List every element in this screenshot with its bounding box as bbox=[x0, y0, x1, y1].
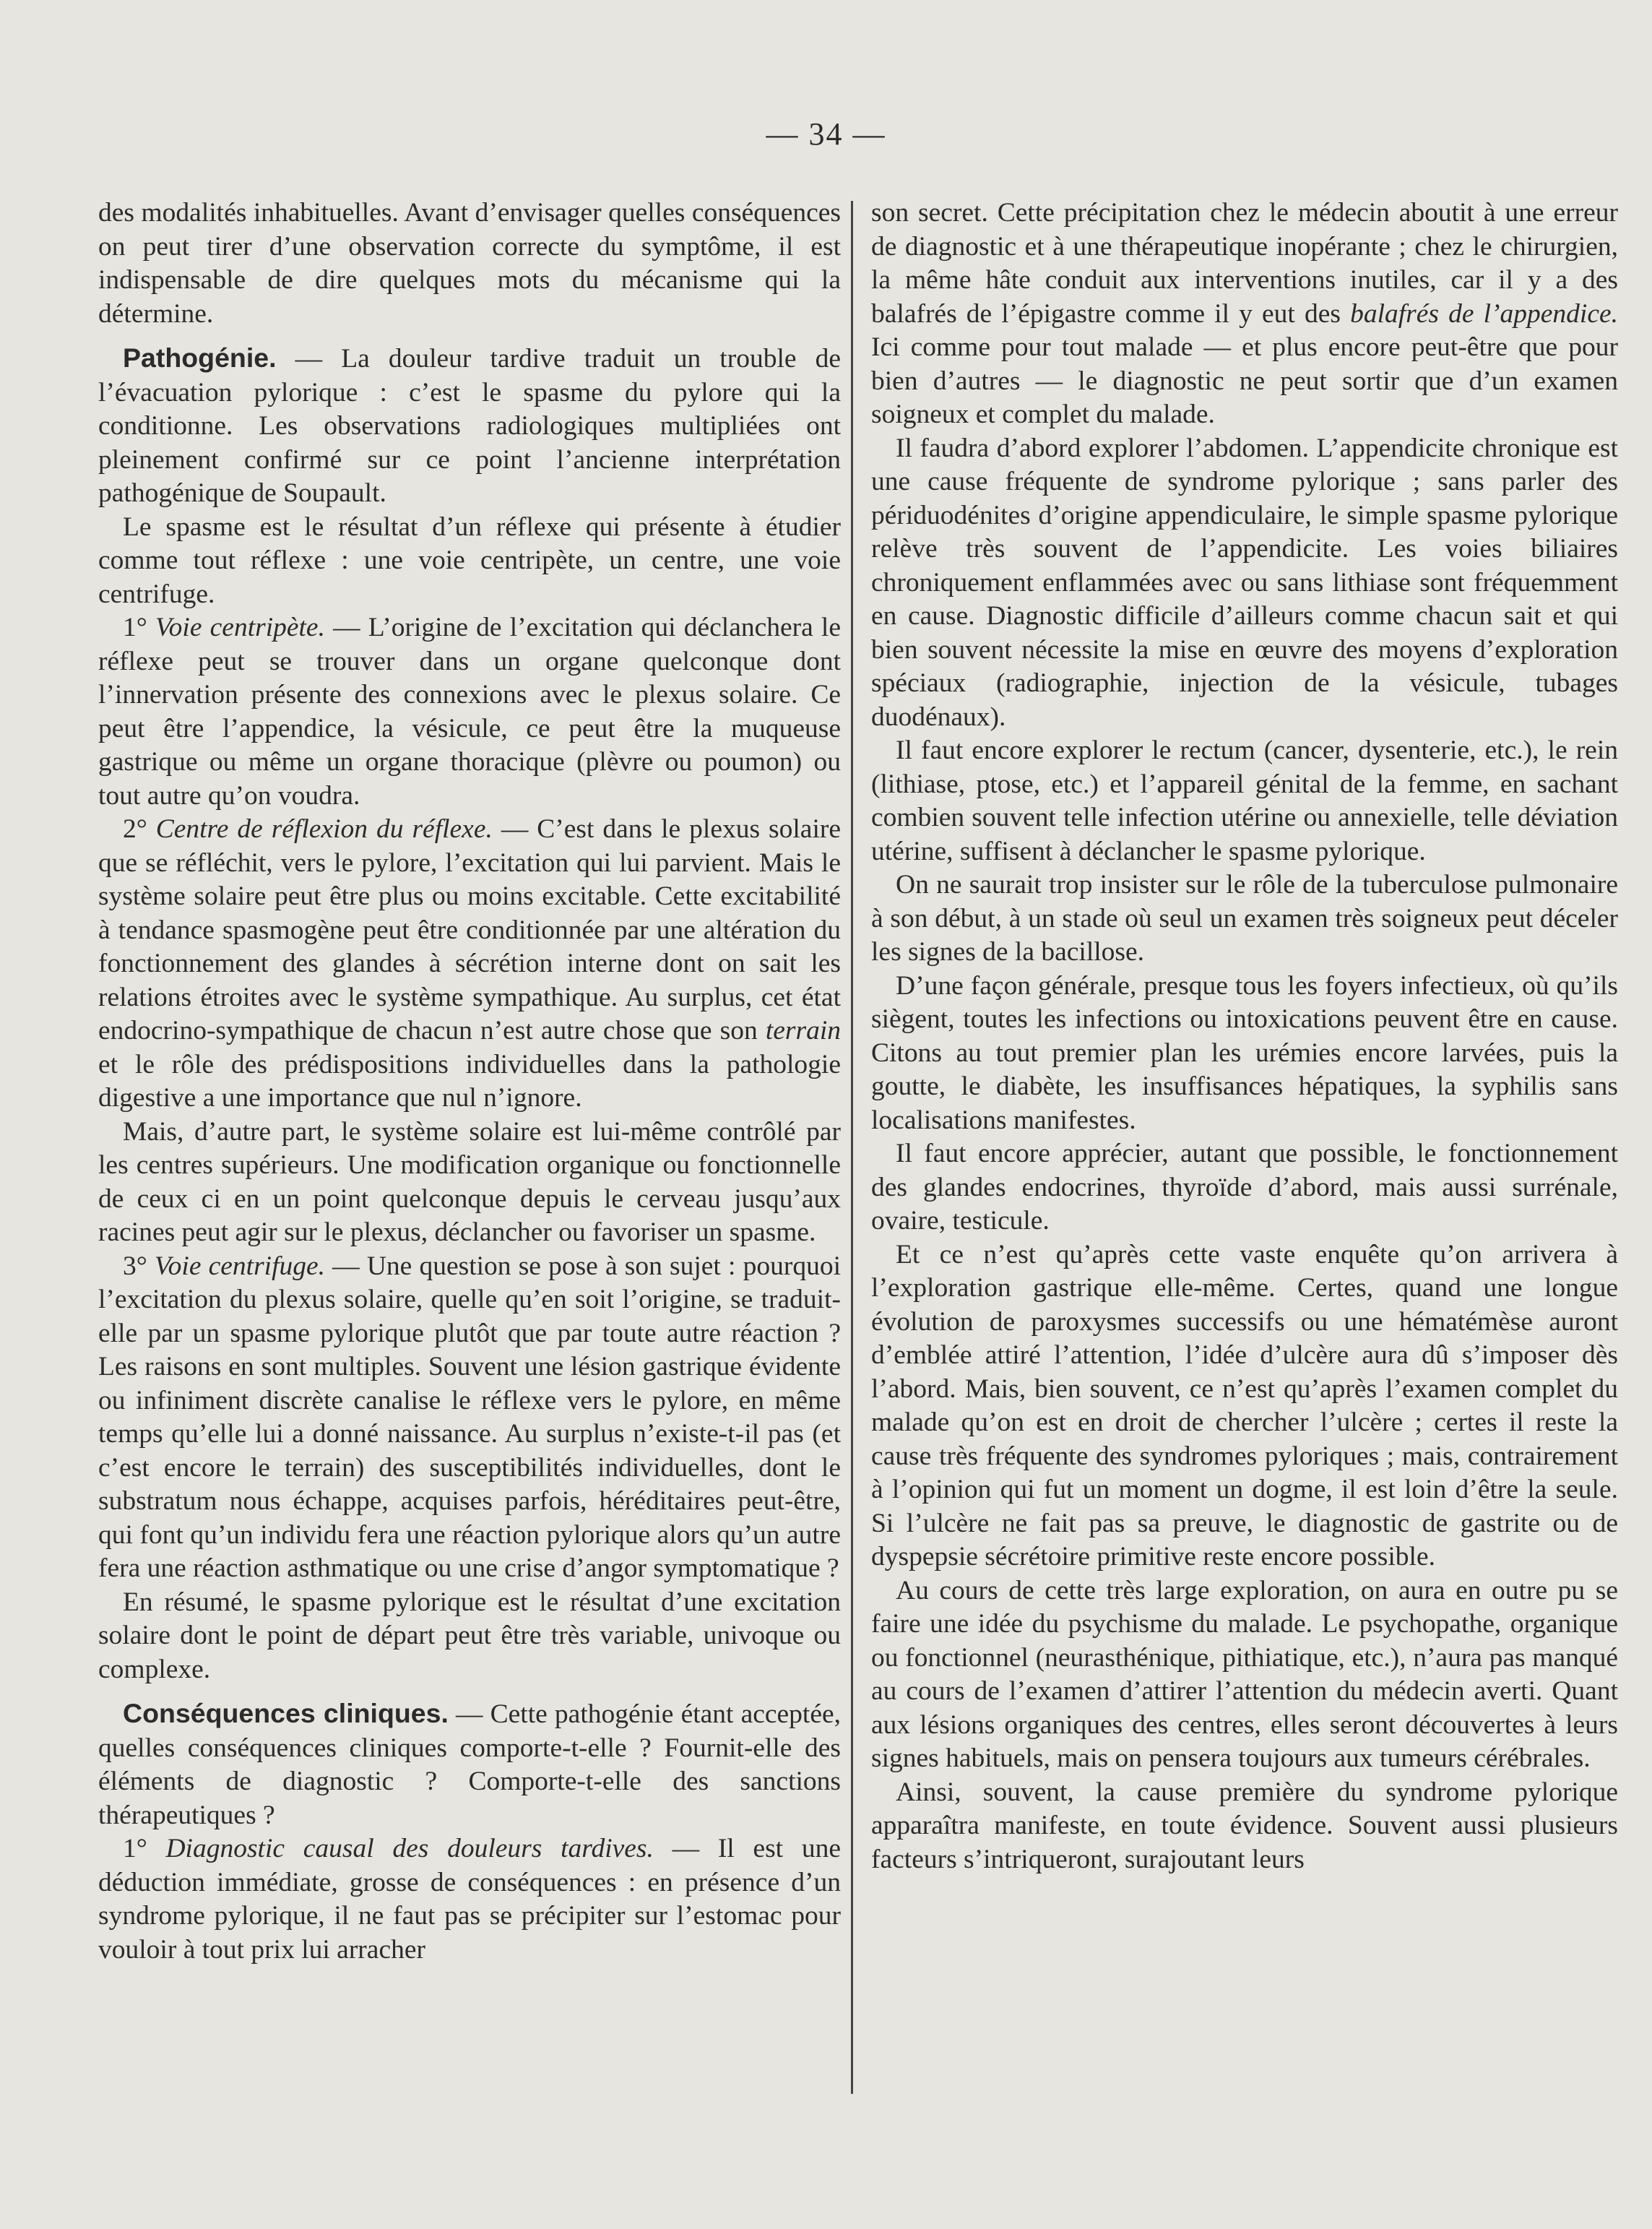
emphasis: balafrés de l’appendice. bbox=[1350, 298, 1618, 329]
left-column bbox=[98, 197, 841, 2082]
list-number: 1° bbox=[123, 1834, 166, 1863]
paragraph-text: — Une question se pose à son sujet : pourquoi l’excitation du plexus solaire, quelle qu’en soit l’origine, se traduit-elle par un spasme pylorique plutôt que par toute autre réaction ? Les raisons en sont multiples. Souvent une lésion gastrique évidente ou infiniment discrète canalise le réflexe vers le pylore, en même temps qu’elle lui a donné naissance. Au surplus n’existe-t-il pas (et c’est encore le terrain) des susceptibilités individuelles, dont le substratum nous échappe, acquises parfois, héréditaires peut-être, qui font qu’un individu fera une réaction pylorique alors qu’un autre fera une réaction asthmatique ou une crise d’angor symptomatique ? bbox=[98, 1251, 841, 1583]
subheading: Centre de réflexion du réflexe. bbox=[155, 814, 493, 844]
paragraph-text: son secret. Cette précipitation chez le médecin aboutit à une erreur de diagnostic et à une thérapeutique inopérante ; chez le chirurgien, la même hâte conduit aux interventions inutiles, car il y a des balafrés de l’épigastre comme il y eut des bbox=[871, 198, 1618, 329]
paragraph: Il faudra d’abord explorer l’abdomen. L’appendicite chronique est une cause fréquente de syndrome pylorique ; sans parler des périduodénites d’origine appendiculaire, le simple spasme pylorique relève très souvent de l’appendicite. Les voies biliaires chroniquement enflammées avec ou sans lithiase sont fréquemment en cause. Diagnostic difficile d’ailleurs comme chacun sait et qui bien souvent nécessite la mise en œuvre des moyens d’exploration spéciaux (radiographie, injection de la vésicule, tubages duodénaux). bbox=[871, 433, 1618, 732]
paragraph: des modalités inhabituelles. Avant d’envisager quelles conséquences on peut tirer d’une observation correcte du symptôme, il est indispensable de dire quelques mots du mécanisme qui la détermine. bbox=[98, 198, 841, 329]
paragraph: Le spasme est le résultat d’un réflexe qui présente à étudier comme tout réflexe : une voie centripète, un centre, une voie centrifuge. bbox=[98, 512, 841, 609]
paragraph: En résumé, le spasme pylorique est le résultat d’une excitation solaire dont le point de départ peut être très variable, univoque ou complexe. bbox=[98, 1587, 841, 1684]
paragraph bbox=[98, 1832, 841, 1967]
column-divider bbox=[851, 201, 853, 2094]
paragraph-text: — Cette pathogénie étant acceptée, quelles conséquences cliniques comporte-t-elle ? Fournit-elle des éléments de diagnostic ? Comporte-t-elle des sanctions thérapeutiques ? bbox=[98, 1699, 841, 1830]
paragraph bbox=[871, 197, 1618, 432]
paragraph bbox=[98, 1250, 841, 1586]
paragraph-text: — C’est dans le plexus solaire que se réfléchit, vers le pylore, l’excitation qui lui parvient. Mais le système solaire peut être plus ou moins excitable. Cette excitabilité à tendance spasmogène peut être conditionnée par une altération du fonctionnement des glandes à sécrétion interne dont on sait les relations étroites avec le système sympathique. Au surplus, cet état endocrino-sympathique de chacun n’est autre chose que son bbox=[98, 814, 841, 1045]
paragraph: Et ce n’est qu’après cette vaste enquête qu’on arrivera à l’exploration gastrique elle-même. Certes, quand une longue évolution de paroxysmes successifs ou une hématémèse auront d’emblée attiré l’attention, l’idée d’ulcère aura dû s’imposer dès l’abord. Mais, bien souvent, ce n’est qu’après l’examen complet du malade qu’on est en droit de chercher l’ulcère ; certes il reste la cause très fréquente des syndromes pyloriques ; mais, contrairement à l’opinion qui fut un moment un dogme, il est loin d’être la seule. Si l’ulcère ne fait pas sa preuve, le diagnostic de gastrite ou de dyspepsie sécrétoire primitive reste encore possible. bbox=[871, 1239, 1618, 1571]
paragraph-text: — La douleur tardive traduit un trouble de l’évacuation pylorique : c’est le spasme du pylore qui la conditionne. Les observations radiologiques multipliées ont pleinement confirmé sur ce point l’ancienne interprétation pathogénique de Soupault. bbox=[98, 344, 841, 508]
subheading: Voie centrifuge. bbox=[154, 1251, 326, 1281]
paragraph: Mais, d’autre part, le système solaire est lui-même contrôlé par les centres supérieurs. Une modification organique ou fonctionnelle de ceux ci en un point quelconque depuis le cerveau jusqu’aux racines peut agir sur le plexus, déclancher ou favoriser un spasme. bbox=[98, 1116, 841, 1247]
paragraph: On ne saurait trop insister sur le rôle de la tuberculose pulmonaire à son début, à un stade où seul un examen très soigneux peut déceler les signes de la bacillose. bbox=[871, 870, 1618, 967]
paragraph: Il faut encore apprécier, autant que possible, le fonctionnement des glandes endocrines, thyroïde d’abord, mais aussi surrénale, ovaire, testicule. bbox=[871, 1139, 1618, 1236]
paragraph-text: Ici comme pour tout malade — et plus encore peut-être que pour bien d’autres — le diagnostic ne peut sortir que d’un examen soigneux et complet du malade. bbox=[871, 332, 1618, 429]
list-number: 3° bbox=[123, 1251, 155, 1281]
right-column bbox=[871, 197, 1618, 2082]
list-number: 1° bbox=[123, 613, 155, 642]
section-heading-pathogenie: Pathogénie. bbox=[123, 342, 277, 373]
paragraph bbox=[98, 341, 841, 511]
paragraph bbox=[98, 813, 841, 1116]
paragraph bbox=[98, 611, 841, 813]
paragraph: Ainsi, souvent, la cause première du syndrome pylorique apparaîtra manifeste, en toute évidence. Souvent aussi plusieurs facteurs s’intriqueront, surajoutant leurs bbox=[871, 1777, 1618, 1874]
list-number: 2° bbox=[123, 814, 156, 844]
emphasis: terrain bbox=[765, 1016, 841, 1045]
paragraph-text: — Il est une déduction immédiate, grosse de conséquences : en présence d’un syndrome pylorique, il ne faut pas se précipiter sur l’estomac pour vouloir à tout prix lui arracher bbox=[98, 1834, 841, 1965]
paragraph-text: et le rôle des prédispositions individuelles dans la pathologie digestive a une importance que nul n’ignore. bbox=[98, 1049, 841, 1113]
paragraph: Au cours de cette très large exploration, on aura en outre pu se faire une idée du psychisme du malade. Le psychopathe, organique ou fonctionnel (neurasthénique, pithiatique, etc.), n’aura pas manqué au cours de l’examen d’attirer l’attention du médecin averti. Quant aux lésions organiques des centres, elles seront découvertes à leurs signes habituels, mais on pensera toujours aux tumeurs cérébrales. bbox=[871, 1575, 1618, 1773]
paragraph bbox=[98, 1696, 841, 1832]
paragraph: Il faut encore explorer le rectum (cancer, dysenterie, etc.), le rein (lithiase, ptose, etc.) et l’appareil génital de la femme, en sachant combien souvent telle infection utérine ou annexielle, telle déviation utérine, suffisent à déclancher le spasme pylorique. bbox=[871, 736, 1618, 866]
section-heading-consequences: Conséquences cliniques. bbox=[123, 1698, 449, 1728]
paragraph: D’une façon générale, presque tous les foyers infectieux, où qu’ils siègent, toutes les infections ou intoxications peuvent être en cause. Citons au tout premier plan les urémies encore larvées, puis la goutte, le diabète, les insuffisances hépatiques, la syphilis sans localisations manifestes. bbox=[871, 970, 1618, 1135]
page-number: — 34 — bbox=[766, 116, 886, 152]
subheading: Diagnostic causal des douleurs tardives. bbox=[165, 1834, 654, 1863]
paragraph-text: — L’origine de l’excitation qui déclanchera le réflexe peut se trouver dans un organe quelconque dont l’innervation présente des connexions avec le plexus solaire. Ce peut être l’appendice, la vésicule, ce peut être la muqueuse gastrique ou même un organe thoracique (plèvre ou poumon) ou tout autre qu’on voudra. bbox=[98, 613, 841, 811]
subheading: Voie centripète. bbox=[155, 613, 325, 642]
